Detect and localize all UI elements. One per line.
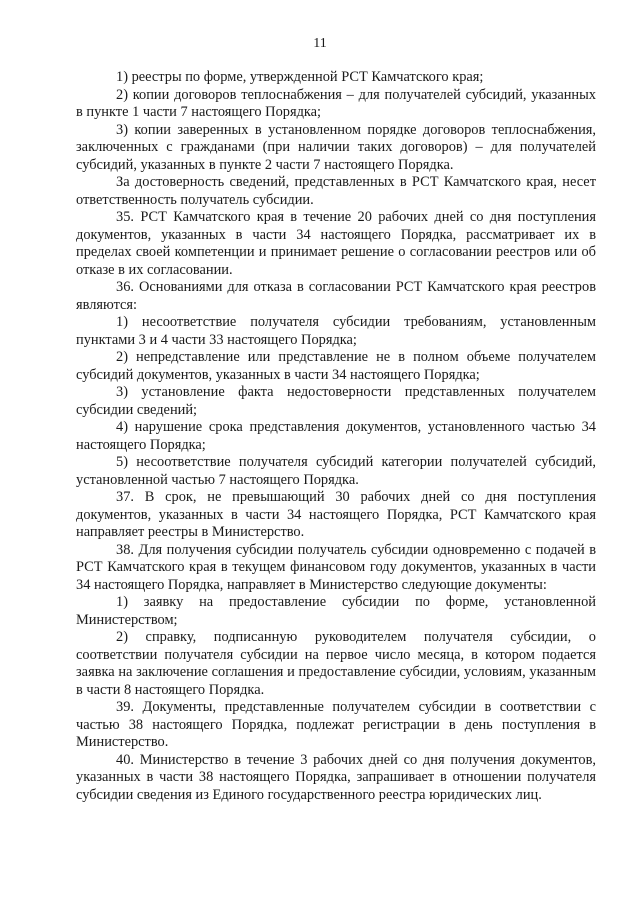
paragraph-7: 1) несоответствие получателя субсидии требованиям, установленным пунктами 3 и 4 части 33 настоящего Порядка;: [76, 314, 596, 348]
paragraph-9: 3) установление факта недостоверности представленных получателем субсидии сведений;: [76, 384, 596, 418]
paragraph-2: 2) копии договоров теплоснабжения – для получателей субсидий, указанных в пункте 1 части 7 настоящего Порядка;: [76, 86, 596, 120]
paragraph-5: 35. РСТ Камчатского края в течение 20 рабочих дней со дня поступления документов, указанных в части 34 настоящего Порядка, рассматривает их в пределах своей компетенции и принимает решение о согласовании реестров или об отказе в их согласовании.: [76, 209, 596, 278]
paragraph-8: 2) непредставление или представление не в полном объеме получателем субсидий документов, указанных в части 34 настоящего Порядка;: [76, 349, 596, 383]
paragraph-14: 1) заявку на предоставление субсидии по форме, установленной Министерством;: [76, 594, 596, 628]
paragraph-6: 36. Основаниями для отказа в согласовании РСТ Камчатского края реестров являются:: [76, 279, 596, 313]
paragraph-10: 4) нарушение срока представления документов, установленного частью 34 настоящего Порядка;: [76, 419, 596, 453]
paragraph-17: 40. Министерство в течение 3 рабочих дней со дня получения документов, указанных в части 38 настоящего Порядка, запрашивает в отношении получателя субсидии сведения из Единого государственного реестра юридических лиц.: [76, 751, 596, 803]
paragraph-4: За достоверность сведений, представленных в РСТ Камчатского края, несет ответственность получатель субсидии.: [76, 174, 596, 208]
document-body: [76, 69, 596, 804]
paragraph-3: 3) копии заверенных в установленном порядке договоров теплоснабжения, заключенных с гражданами (при наличии таких договоров) – для получателей субсидий, указанных в пункте 2 части 7 настоящего Порядка.: [76, 121, 596, 173]
paragraph-16: 39. Документы, представленные получателем субсидии в соответствии с частью 38 настоящего Порядка, подлежат регистрации в день поступления в Министерство.: [76, 699, 596, 750]
paragraph-11: 5) несоответствие получателя субсидий категории получателей субсидий, установленной частью 7 настоящего Порядка.: [76, 454, 596, 488]
paragraph-1: 1) реестры по форме, утвержденной РСТ Камчатского края;: [116, 69, 484, 85]
page-number: 11: [313, 36, 327, 51]
paragraph-12: 37. В срок, не превышающий 30 рабочих дней со дня поступления документов, указанных в части 34 настоящего Порядка, РСТ Камчатского края направляет реестры в Министерство.: [76, 489, 596, 540]
paragraph-15: 2) справку, подписанную руководителем получателя субсидии, о соответствии получателя субсидии на первое число месяца, в котором подается заявка на заключение соглашения и предоставление субсидии, условиям, указанным в части 8 настоящего Порядка.: [76, 629, 596, 698]
paragraph-13: 38. Для получения субсидии получатель субсидии одновременно с подачей в РСТ Камчатского края в текущем финансовом году документов, указанных в части 34 настоящего Порядка, направляет в Министерство следующие документы:: [76, 541, 596, 593]
